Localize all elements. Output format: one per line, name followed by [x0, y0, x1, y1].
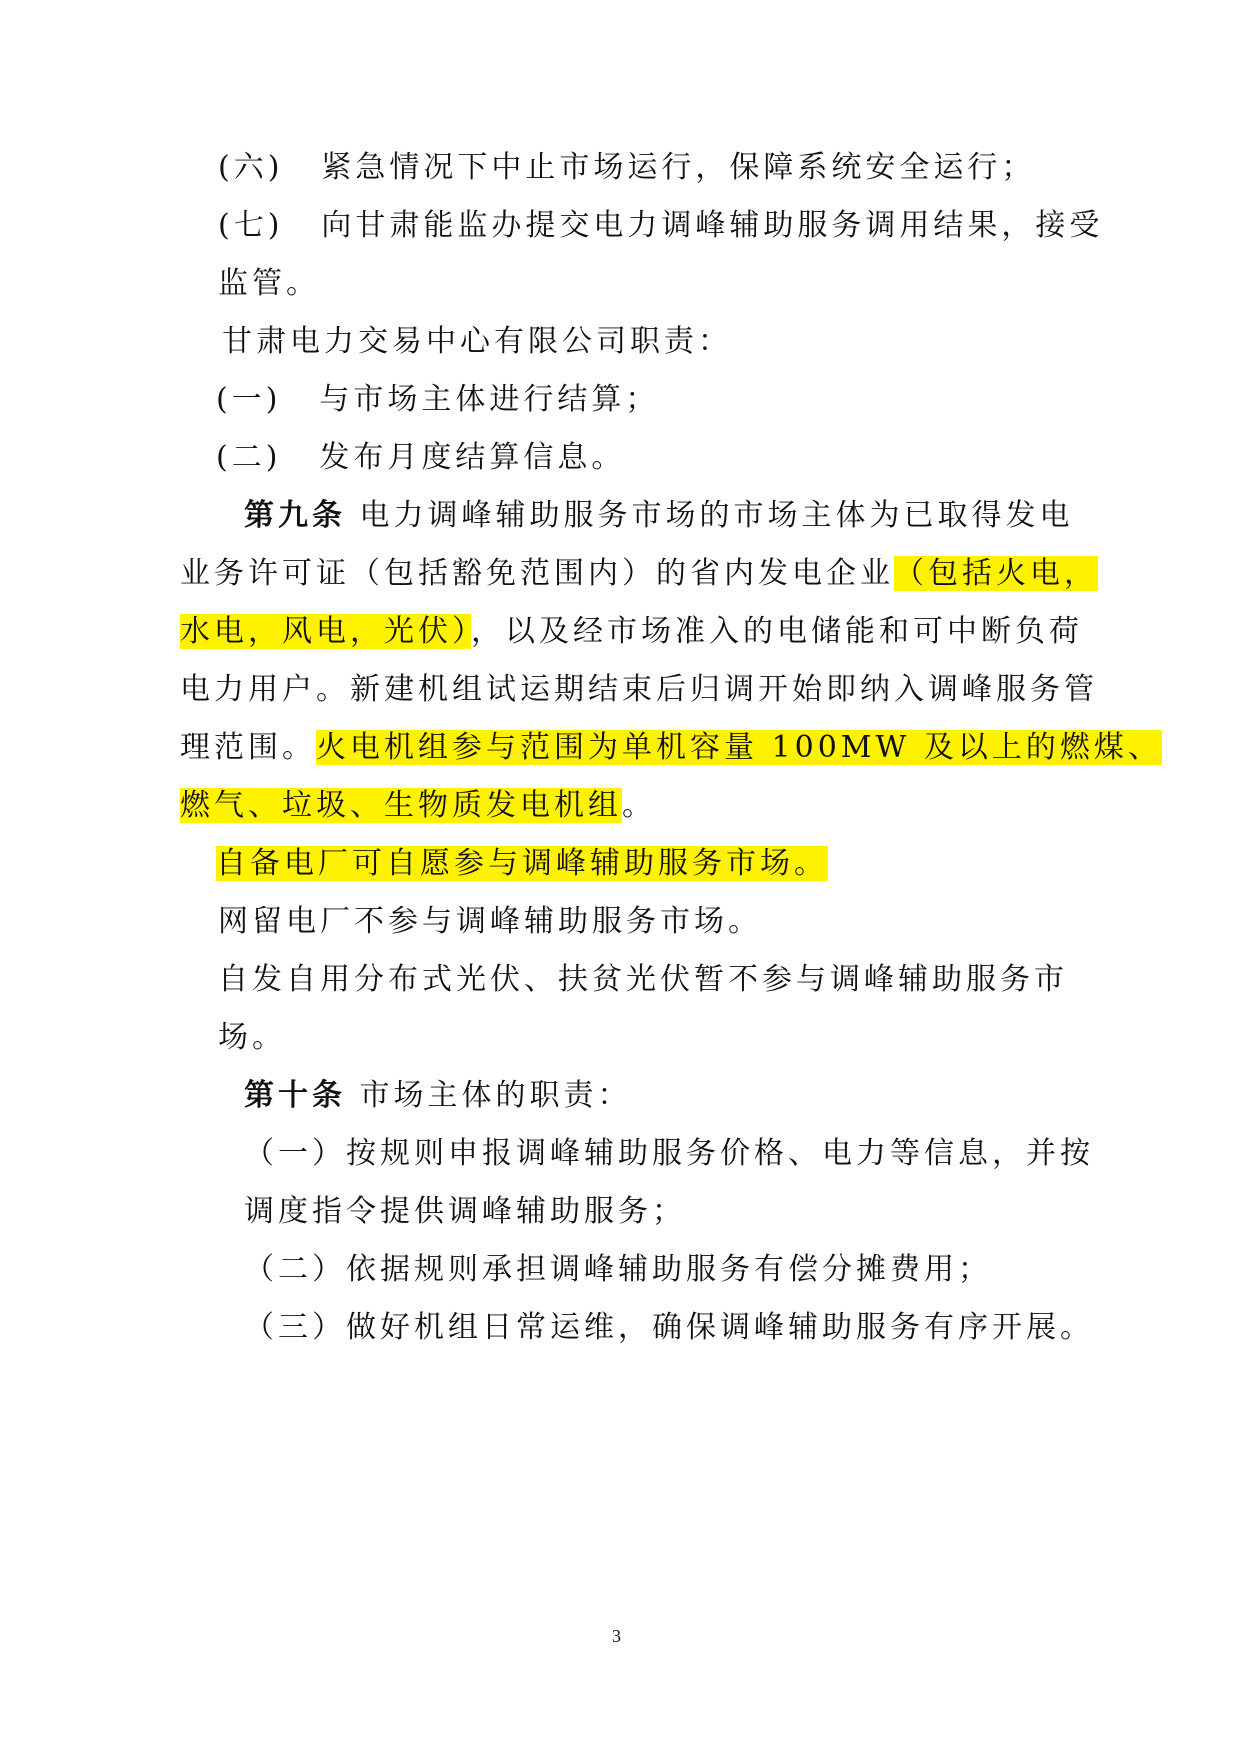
article-9-text: ，以及经市场准入的电储能和可中断负荷: [471, 614, 1083, 649]
item-7-continued: 监管。: [218, 266, 320, 301]
item-text: 发布月度结算信息。: [319, 440, 626, 475]
article-9-line-2: [180, 554, 1098, 594]
highlighted-text: 自备电厂可自愿参与调峰辅助服务市场。: [216, 846, 828, 881]
article-9-text: 。: [622, 788, 656, 823]
highlighted-text: 燃气、垃圾、生物质发电机组: [180, 788, 622, 823]
item-label: (六): [218, 150, 284, 185]
item-label: (一): [216, 382, 282, 417]
trading-item-2: [216, 438, 625, 478]
article-9-line-5: [180, 728, 1162, 768]
article-10-item-3: （三）做好机组日常运维，确保调峰辅助服务有序开展。: [244, 1310, 1094, 1345]
item-7: [218, 206, 1103, 246]
article-10-title: 第十条: [244, 1078, 346, 1113]
highlighted-text: 水电，风电，光伏）: [180, 614, 471, 649]
article-10-line-1: [244, 1076, 632, 1116]
item-label: (二): [216, 440, 282, 475]
article-10-item-2: （二）依据规则承担调峰辅助服务有偿分摊费用；: [244, 1252, 992, 1287]
article-10-item-1-continued: 调度指令提供调峰辅助服务；: [244, 1194, 686, 1229]
article-9-line-4: 电力用户。新建机组试运期结束后归调开始即纳入调峰服务管: [180, 672, 1098, 707]
article-9-line-6: [180, 786, 656, 826]
article-9-line-8: 网留电厂不参与调峰辅助服务市场。: [218, 904, 762, 939]
item-label: (七): [218, 208, 284, 243]
trading-item-1: [216, 380, 659, 420]
highlighted-text: 火电机组参与范围为单机容量 100MW 及以上的燃煤、: [316, 730, 1162, 765]
item-6: [218, 148, 1035, 188]
item-text: 与市场主体进行结算；: [319, 382, 660, 417]
article-9-line-10: 场。: [218, 1020, 286, 1055]
article-9-line-7: [216, 844, 828, 884]
article-9-line-1: [244, 496, 1074, 536]
highlighted-text: （包括火电，: [894, 556, 1098, 591]
article-9-line-9: 自发自用分布式光伏、扶贫光伏暂不参与调峰辅助服务市: [218, 962, 1068, 997]
article-10-text: 市场主体的职责：: [359, 1078, 632, 1113]
item-text: 紧急情况下中止市场运行，保障系统安全运行；: [321, 150, 1036, 185]
article-10-item-1: （一）按规则申报调峰辅助服务价格、电力等信息，并按: [244, 1136, 1094, 1171]
article-9-text: 业务许可证（包括豁免范围内）的省内发电企业: [180, 556, 894, 591]
article-9-line-3: [180, 612, 1083, 652]
item-text: 向甘肃能监办提交电力调峰辅助服务调用结果，接受: [321, 208, 1104, 243]
page-number: 3: [612, 1626, 621, 1646]
article-9-text: 理范围。: [180, 730, 316, 765]
article-9-text: 电力调峰辅助服务市场的市场主体为已取得发电: [359, 498, 1074, 533]
trading-center-duties-heading: 甘肃电力交易中心有限公司职责：: [222, 324, 732, 359]
article-9-title: 第九条: [244, 498, 346, 533]
